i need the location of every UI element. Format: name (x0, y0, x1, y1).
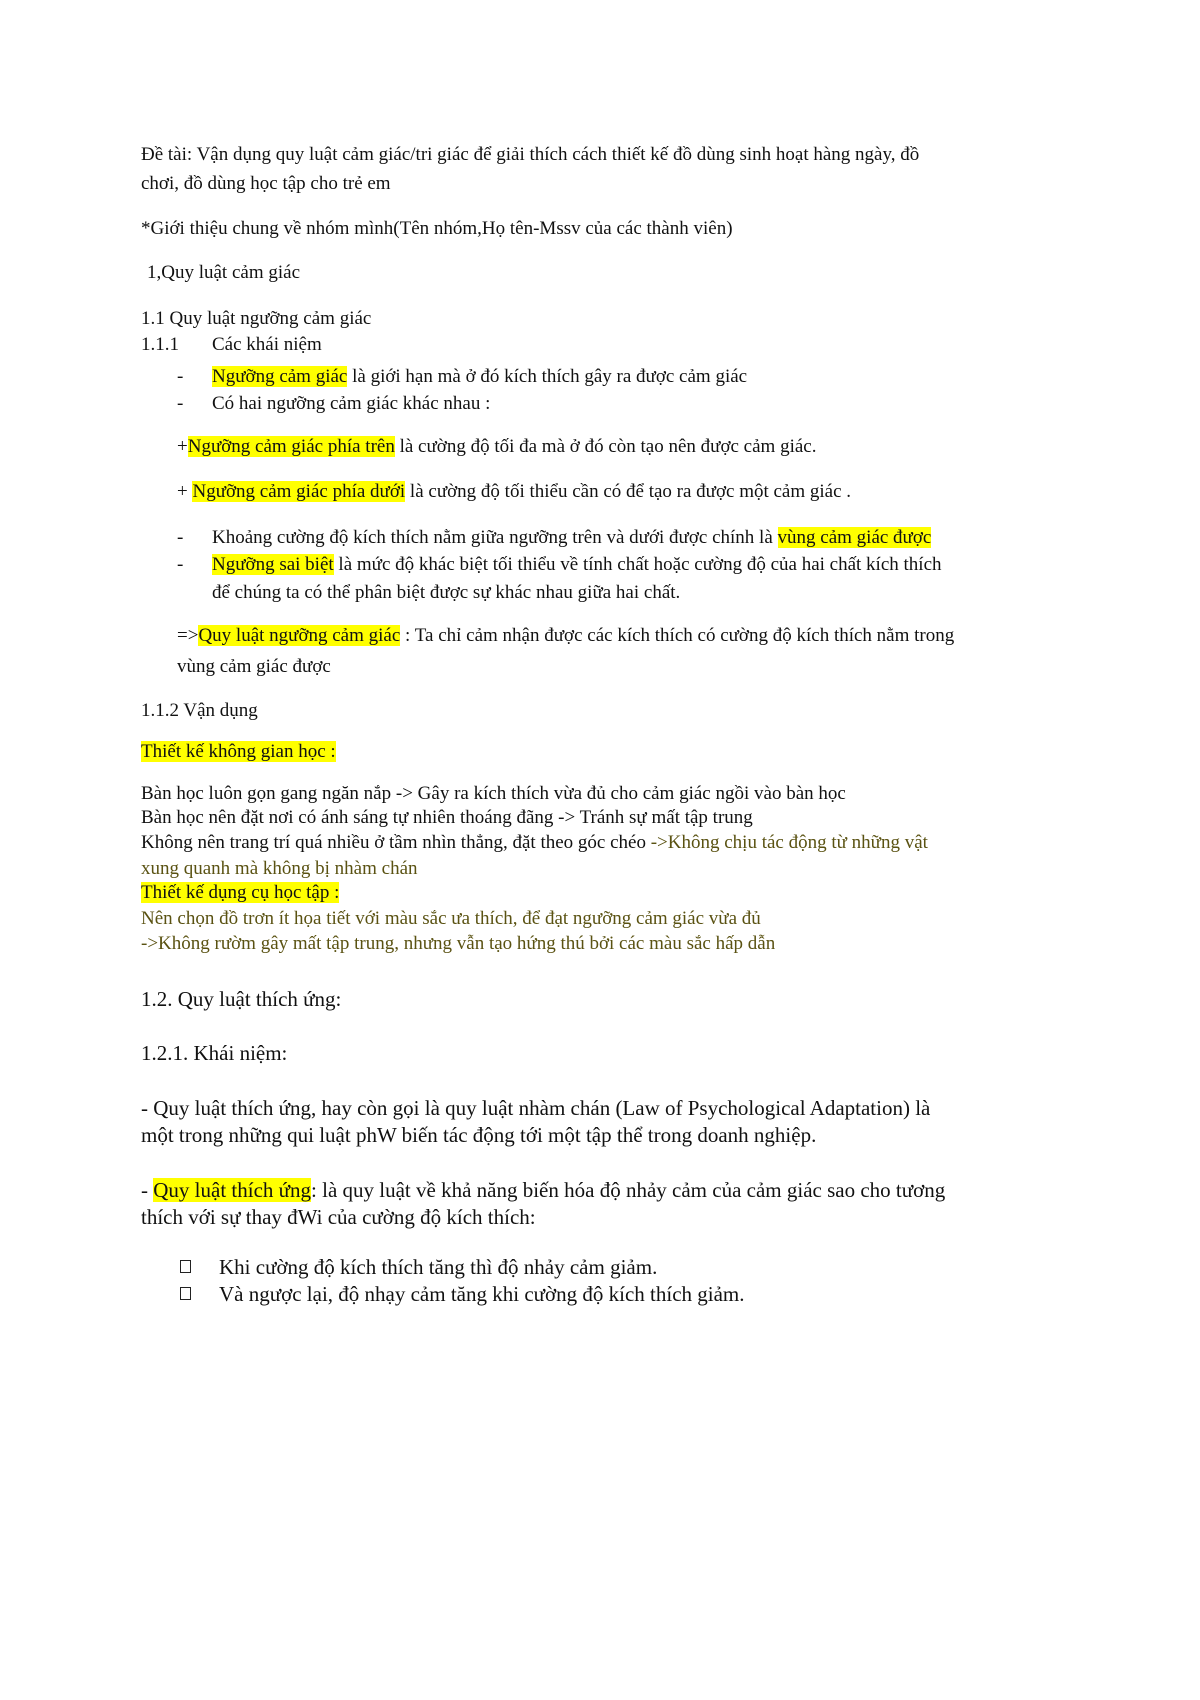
tools-design-title (141, 881, 339, 905)
highlight-text: vùng cảm giác được (777, 527, 932, 548)
section-1-1-heading: 1.1 Quy luật ngưỡng cảm giác (141, 308, 372, 329)
section-1-heading: 1,Quy luật cảm giác (147, 262, 301, 283)
line-text: : Ta chỉ cảm nhận được các kích thích có cường độ kích thích nằm trong (400, 625, 955, 646)
dash-bullet: - (177, 393, 184, 414)
tools-design-line-1: Nên chọn đồ trơn ít họa tiết với màu sắc ưa thích, để đạt ngưỡng cảm giác vừa đủ (141, 908, 761, 929)
highlight-text: Thiết kế không gian học : (141, 741, 336, 762)
section-1-1-2-heading: 1.1.2 Vận dụng (141, 700, 258, 721)
bullet-text: Khoảng cường độ kích thích nằm giữa ngưỡng trên và dưới được chính là (212, 527, 778, 548)
adaptation-bullet-2: Và ngược lại, độ nhạy cảm tăng khi cường độ kích thích giảm. (219, 1282, 745, 1306)
line-text: : là quy luật về khả năng biến hóa độ nhảy cảm của cảm giác sao cho tương (311, 1178, 946, 1202)
plus-prefix: + (177, 481, 193, 502)
line-text: là cường độ tối thiểu cần có để tạo ra được một cảm giác . (405, 481, 852, 502)
highlight-text: Quy luật thích ứng (153, 1178, 312, 1202)
dash-bullet: - (177, 366, 184, 387)
line-text: Không nên trang trí quá nhiều ở tầm nhìn thẳng, đặt theo góc chéo (141, 832, 651, 853)
section-1-1-1-title: Các khái niệm (212, 334, 322, 355)
bullet-difference-threshold-line-2: để chúng ta có thể phân biệt được sự khác nhau giữa hai chất. (212, 582, 681, 603)
adaptation-definition-line-2: thích với sự thay đWi của cường độ kích thích: (141, 1205, 536, 1229)
space-design-line-2: Bàn học nên đặt nơi có ánh sáng tự nhiên thoáng đãng -> Tránh sự mất tập trung (141, 807, 753, 828)
square-bullet-icon (180, 1260, 191, 1273)
bullet-difference-threshold (212, 553, 942, 577)
section-1-1-1-number: 1.1.1 (141, 334, 179, 355)
adaptation-bullet-1: Khi cường độ kích thích tăng thì độ nhảy cảm giảm. (219, 1255, 658, 1279)
bullet-text: là giới hạn mà ở đó kích thích gây ra được cảm giác (347, 366, 748, 387)
tools-design-line-2: ->Không rườm gây mất tập trung, nhưng vẫn tạo hứng thú bởi các màu sắc hấp dẫn (141, 933, 776, 954)
line-text: là cường độ tối đa mà ở đó còn tạo nên được cảm giác. (394, 436, 817, 457)
adaptation-line-2: một trong những qui luật phW biến tác động tới một tập thể trong doanh nghiệp. (141, 1123, 817, 1147)
section-1-2-heading: 1.2. Quy luật thích ứng: (141, 987, 342, 1011)
highlight-text: Quy luật ngưỡng cảm giác (198, 625, 401, 646)
highlight-text: Ngưỡng cảm giác phía trên (187, 436, 395, 457)
highlight-text: Thiết kế dụng cụ học tập : (141, 882, 340, 903)
bullet-sensory-range (212, 526, 931, 550)
plus-prefix: + (177, 436, 188, 457)
section-1-2-1-heading: 1.2.1. Khái niệm: (141, 1041, 288, 1065)
dash-bullet: - (177, 527, 184, 548)
highlight-text: Ngưỡng cảm giác phía dưới (192, 481, 406, 502)
dash-bullet: - (177, 554, 184, 575)
upper-threshold-line (177, 435, 816, 459)
bullet-two-thresholds: Có hai ngưỡng cảm giác khác nhau : (212, 393, 491, 414)
arrow-prefix: => (177, 625, 199, 646)
highlight-text: Ngưỡng sai biệt (212, 554, 334, 575)
bullet-threshold-definition (212, 365, 747, 389)
bullet-text: là mức độ khác biệt tối thiểu về tính chất hoặc cường độ của hai chất kích thích (333, 554, 942, 575)
topic-line-2: chơi, đồ dùng học tập cho trẻ em (141, 173, 391, 194)
space-design-line-3 (141, 831, 928, 855)
intro-line: *Giới thiệu chung về nhóm mình(Tên nhóm,Họ tên-Mssv của các thành viên) (141, 218, 733, 239)
space-design-line-4: xung quanh mà không bị nhàm chán (141, 858, 418, 879)
dash-prefix: - (141, 1178, 154, 1202)
square-bullet-icon (180, 1287, 191, 1300)
space-design-title (141, 740, 336, 764)
space-design-line-1: Bàn học luôn gọn gang ngăn nắp -> Gây ra kích thích vừa đủ cho cảm giác ngồi vào bàn học (141, 783, 846, 804)
lower-threshold-line (177, 480, 851, 504)
adaptation-definition-line-1 (141, 1176, 945, 1204)
topic-line-1: Đề tài: Vận dụng quy luật cảm giác/tri giác để giải thích cách thiết kế đồ dùng sinh hoạt hàng ngày, đồ (141, 144, 920, 165)
line-text-colored: ->Không chịu tác động từ những vật (650, 832, 928, 853)
law-threshold-line (177, 624, 954, 648)
highlight-text: Ngưỡng cảm giác (212, 366, 348, 387)
law-threshold-line-2: vùng cảm giác được (177, 656, 331, 677)
adaptation-line-1: - Quy luật thích ứng, hay còn gọi là quy luật nhàm chán (Law of Psychological Adaptation) là (141, 1096, 931, 1120)
